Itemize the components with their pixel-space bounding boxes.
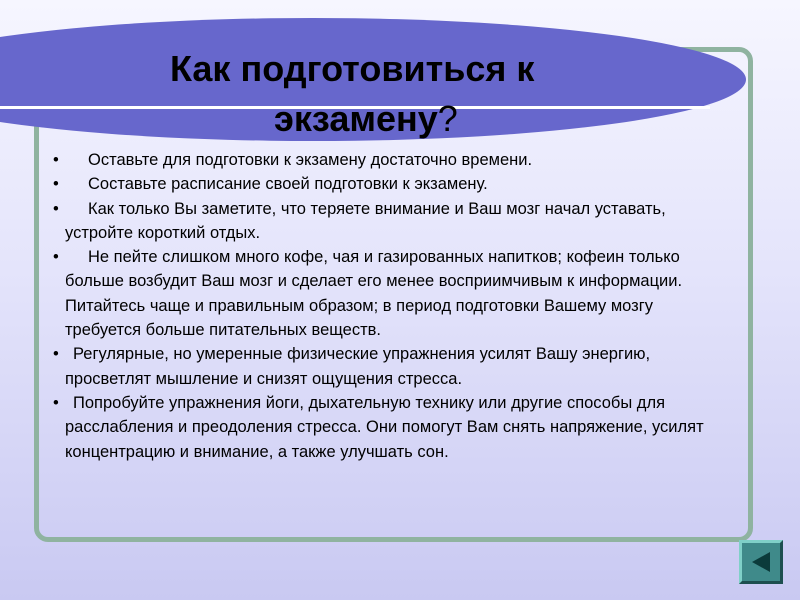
title-word: экзамену bbox=[274, 98, 438, 139]
bullet-marker: • bbox=[53, 393, 59, 412]
list-item-text: Попробуйте упражнения йоги, дыхательную технику или другие способы для расслабления и преодоления стресса. Они помогут Вам снять напряжение, усилят концентрацию и внимание, а также улучшать сон. bbox=[65, 393, 704, 461]
list-item-text: Регулярные, но умеренные физические упражнения усилят Вашу энергию, просветлят мышление и снизят ощущения стресса. bbox=[65, 345, 651, 388]
list-item bbox=[48, 391, 723, 464]
bullet-marker: • bbox=[53, 199, 59, 218]
triangle-left-icon bbox=[752, 552, 770, 572]
bullet-marker: • bbox=[53, 151, 59, 169]
list-item bbox=[48, 172, 723, 196]
slide-title bbox=[150, 44, 630, 144]
bullet-list-container bbox=[48, 148, 723, 464]
list-item bbox=[48, 342, 723, 391]
list-item-text: Как только Вы заметите, что теряете внимание и Ваш мозг начал уставать, устройте короткий отдых. bbox=[65, 199, 666, 242]
list-item bbox=[48, 197, 723, 246]
list-item bbox=[48, 148, 723, 172]
title-question-mark: ? bbox=[437, 98, 458, 139]
bullet-list bbox=[48, 148, 723, 464]
list-item-text: Не пейте слишком много кофе, чая и газированных напитков; кофеин только больше возбудит Ваш мозг и сделает его менее восприимчивым к информации. Питайтесь чаще и правильным образом; в период подготовки Вашему мозгу требуется больше питательных веществ. bbox=[65, 248, 683, 340]
back-button[interactable] bbox=[739, 540, 783, 584]
title-line-2 bbox=[150, 94, 630, 144]
title-line-1: Как подготовиться к bbox=[170, 48, 535, 89]
bullet-marker: • bbox=[53, 248, 59, 267]
list-item-text: Составьте расписание своей подготовки к экзамену. bbox=[88, 175, 488, 194]
bullet-marker: • bbox=[53, 175, 59, 194]
bullet-marker: • bbox=[53, 345, 59, 364]
list-item bbox=[48, 245, 723, 342]
list-item-text: Оставьте для подготовки к экзамену достаточно времени. bbox=[88, 151, 533, 169]
